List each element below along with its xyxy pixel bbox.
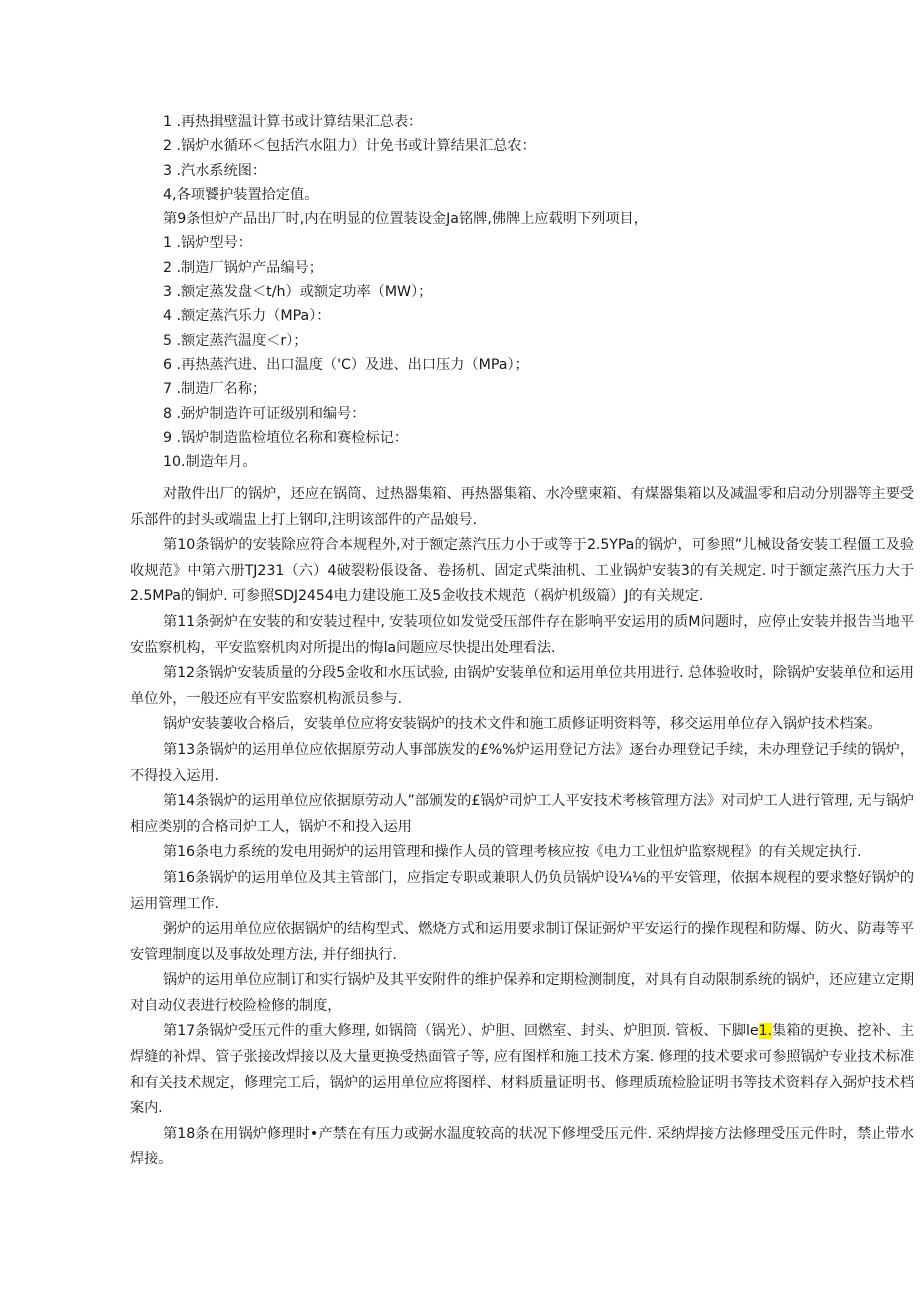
paragraph-loose-parts: 对散件出厂的锅炉，还应在锅筒、过热器集箱、再热器集箱、水冷壁柬箱、有煤器集箱以及减温零和启动分別器等主要受乐部件的封头或端盅上打上钢印,注明该部件的产品娘号. [130, 486, 914, 528]
list-item: 1 .再热揖壁温计算书或计算结果汇总表： [163, 114, 423, 130]
list-item: 2 .制造厂锅炉产品编号； [163, 259, 323, 276]
paragraph-article-16a: 第16条电力系统的发电用弼炉的运用管理和操作人员的管理考核应按《电力工业忸炉监察规程》的有关规定执行. [163, 844, 862, 861]
list-item: 9 .锅炉制造监检埴位名称和赛检标记： [163, 429, 409, 446]
paragraph-article-11: 第11条弼炉在安装的和安装过程中, 安装项位如发觉受压部件存在影响平安运用的质M问题时，应停止安装并报告当地平安监察机构，平安监察机肉对所提出的悔la问题应尽快提出处理看法. [130, 613, 914, 656]
list-item: 5 .额定蒸汽温度＜r）； [163, 332, 308, 349]
list-item: 4,各项饕护装置拾定值。 [163, 186, 319, 203]
list-item: 1 .锅炉型号： [163, 235, 252, 252]
paragraph-article-12: 第12条锅炉安装质量的分段5金收和水压试验, 由锅炉安装单位和运用单位共用进行. 总体验收时，除锅炉安装单位和运用单位外，一般还应有平安监察机构派员参与. [130, 665, 914, 707]
article-9-heading: 第9条怛炉产品出厂时,内在明显的位置装设金Ja铭牌,佛牌上应载明下列项目， [163, 211, 648, 228]
paragraph-article-10: 第10条锅炉的安装除应符合本规程外,对于额定蒸汽压力小于或等于2.5YPa的锅炉，可参照”儿械设备安装工程僵工及验收规范》中第六册TJ231（六）4破裂粉倀设备、卷扬机、固定式柴油机、工业锅炉安装3的有关规定. 吋于额定蒸汽压力大于2.5MPa的铜炉. 可参照SDJ2454电力建设施工及5金收技术规范（祸炉机级篇）J的有关规定. [130, 537, 914, 605]
list-item: 4 .额定蒸汽乐力（MPa）： [163, 308, 331, 325]
enumerated-list [163, 110, 903, 474]
paragraph-article-14: 第14条锅炉的运用单位应依据原劳动人”部颁发的£锅炉司炉工人平安技术考核管理方法》对司炉工人进行管理, 无与锅炉相应类别的合格司炉工人，锅炉不和投入运用 [130, 793, 914, 835]
paragraph-safety-rules: 粥炉的运用单位应依据锅炉的结构型式、燃烧方式和运用要求制订保证弼炉平安运行的操作现程和防爆、防火、防毒等平安管理制度以及事故处理方法, 并仔细执行. [130, 921, 914, 963]
list-item: 2 .锅炉水循环＜包括汽水阻力）计免书或计算结果汇总农： [163, 138, 536, 155]
list-item: 6 .再热蒸汽进、出口温度（'C）及进、出口压力（MPa）； [163, 356, 529, 373]
article-17-text-end: 集箱的更换、挖补、主焊缝的补焊、管子张接改焊接以及大量更换受热面管子等, 应有图样和施工技术方案. 修理的技术要求可参照锅炉专业技术标准和有关技术规定，修理完工后，锅炉的运用单位应将图样、材料质量证明书、修理质琉检脸证明书等技术资料存入弼炉技术档案内. [130, 1023, 914, 1117]
highlighted-text: 1. [758, 1023, 772, 1040]
body-paragraphs [130, 482, 914, 1173]
paragraph-article-13: 第13条锅炉的运用单位应依据原劳动人事部族发的£%%炉运用登记方法》逐台办理登记手续，未办理登记手续的锅炉，不得投入运用. [130, 741, 914, 784]
paragraph-acceptance: 锅炉安装萋收合格后，安装单位应将安装锅炉的技术文件和施工质修证明资料等，移交运用单位存入锅炉技术档案。 [163, 716, 882, 733]
paragraph-article-18: 第18条在用锅炉修理时•产禁在有压力或弼水温度较高的状况下修埋受压元件. 采纳焊接方法修理受压元件时，禁止带水焊接。 [130, 1125, 914, 1168]
list-item: 3 .汽水系统图： [163, 162, 267, 179]
paragraph-maintenance: 锅炉的运用单位应制订和实行锅炉及其平安附件的维护保养和定期检测制度，对具有自动限制系统的锅炉，还应建立定期对自动仪表进行校险检修的制度， [130, 972, 914, 1014]
paragraph-article-17 [130, 1019, 914, 1121]
list-item: 3 .额定蒸发盘＜t/h）或额定功率（MW）； [163, 284, 433, 301]
list-item: 7 .制造厂名称； [163, 381, 267, 398]
paragraph-article-16b: 第16条锅炉的运用单位及其主管部门，应指定专职或兼职人仍负员锅炉设¼⅛的平安管理，依据本规程的要求整好锅炉的运用管理工作. [130, 869, 914, 912]
list-item: 10.制造年月。 [163, 454, 257, 471]
list-item: 8 .弼炉制造许可证级别和编号： [163, 405, 366, 422]
article-17-text-start: 第17条锅炉受压元件的重大修理, 如锅筒（锅光）、炉胆、回燃室、封头、炉胆顶. 管板、下脚le [163, 1023, 759, 1040]
